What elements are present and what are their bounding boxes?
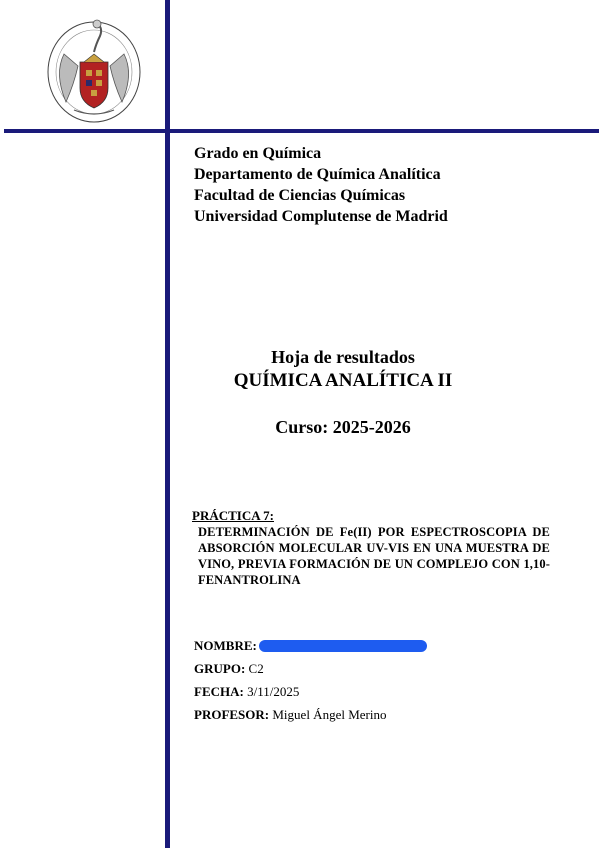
header-department: Departamento de Química Analítica bbox=[194, 166, 441, 183]
fecha-label: FECHA: bbox=[194, 684, 244, 699]
horizontal-rule bbox=[4, 129, 599, 133]
profesor-field bbox=[194, 707, 386, 723]
profesor-value: Miguel Ángel Merino bbox=[272, 707, 387, 722]
grupo-label: GRUPO: bbox=[194, 661, 246, 676]
fecha-value: 3/11/2025 bbox=[247, 684, 300, 699]
practica-description: DETERMINACIÓN DE Fe(II) POR ESPECTROSCOPIA DE ABSORCIÓN MOLECULAR UV-VIS EN UNA MUESTRA DE VINO, PREVIA FORMACIÓN DE UN COMPLEJO CON 1,10-FENANTROLINA bbox=[198, 525, 550, 587]
subject-title: QUÍMICA ANALÍTICA II bbox=[233, 370, 453, 391]
profesor-label: PROFESOR: bbox=[194, 707, 270, 722]
header-degree: Grado en Química bbox=[194, 145, 322, 162]
redacted-name-mark bbox=[259, 640, 427, 652]
header-university: Universidad Complutense de Madrid bbox=[194, 208, 448, 225]
grupo-field bbox=[194, 661, 264, 677]
practica-label: PRÁCTICA 7: bbox=[192, 508, 274, 523]
fecha-field bbox=[194, 684, 299, 700]
header-faculty: Facultad de Ciencias Químicas bbox=[194, 187, 406, 204]
university-seal-icon bbox=[44, 14, 144, 126]
course-year: Curso: 2025-2026 bbox=[275, 417, 411, 437]
document-title: Hoja de resultados bbox=[271, 347, 415, 367]
institution-header bbox=[194, 143, 448, 227]
grupo-value: C2 bbox=[248, 661, 264, 676]
nombre-label: NOMBRE: bbox=[194, 638, 257, 653]
nombre-field bbox=[194, 638, 427, 654]
